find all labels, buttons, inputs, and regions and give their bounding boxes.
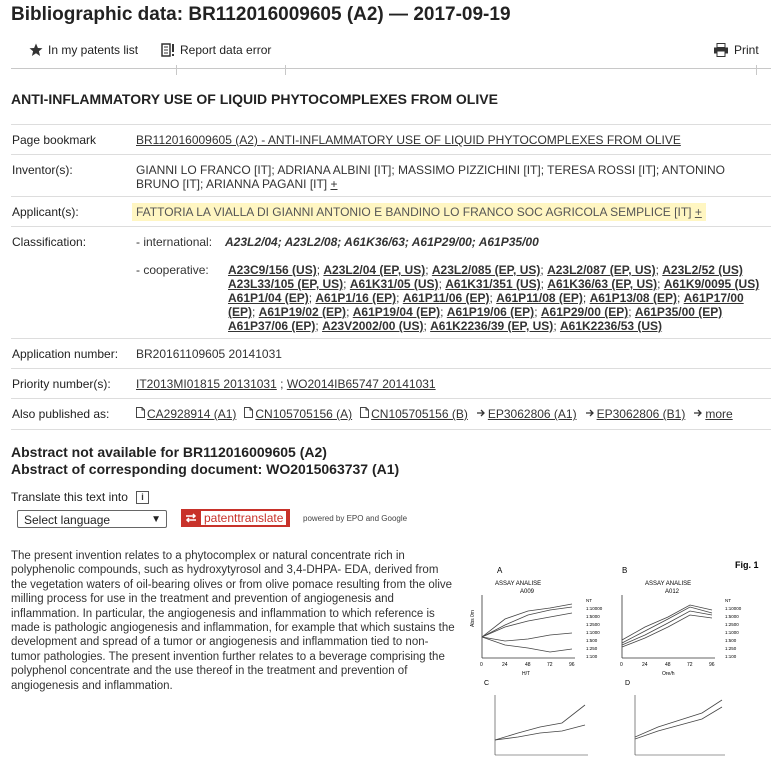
classification-code-link[interactable]: A61P19/04 (EP) — [352, 305, 441, 319]
classification-code-link[interactable]: A61P11/06 (EP) — [402, 291, 490, 305]
x-tick: 24 — [502, 662, 508, 668]
legend-entry: 1:2500 — [725, 622, 739, 627]
legend-entry: 1:1000 — [725, 630, 739, 635]
arrow-right-icon — [693, 407, 703, 421]
logo-text: patenttranslate — [201, 511, 286, 525]
cooperative-codes — [228, 263, 759, 333]
arrow-right-icon — [585, 407, 595, 421]
classification-code-link[interactable]: A23L2/04 (EP, US) — [323, 263, 426, 277]
x-tick: 48 — [525, 662, 531, 668]
cooperative-line: A23L33/105 (EP, US); A61K31/05 (US); A61K31/351 (US); A61K36/63 (EP, US); A61K9/0095 (US) — [228, 277, 760, 291]
panel-a-legend — [586, 598, 603, 659]
application-number-value: BR20161109605 20141031 — [136, 347, 282, 361]
legend-entry: 1:10000 — [586, 606, 603, 611]
also-published-list — [136, 407, 741, 421]
divider — [176, 65, 177, 75]
x-tick: 24 — [642, 662, 648, 668]
panel-b-legend — [725, 598, 742, 659]
abstract-corresponding: Abstract of corresponding document: WO2015063737 (A1) — [11, 461, 400, 477]
legend-entry: NT — [725, 598, 731, 603]
report-error-button[interactable] — [161, 43, 271, 57]
classification-code-link[interactable]: A61K2236/39 (EP, US) — [430, 319, 554, 333]
published-item[interactable] — [136, 407, 236, 421]
abstract-text: The present invention relates to a phytocomplex or natural concentrate rich in polyphenolic compounds, such as hydroxytyrosol and 3,4-DHPA- EDA, derived from the vegetation waters of oil-bearing olives or from olive pomace resulting from the olive milling process for use in the treatment and prevention of angiogenesis and inflammation. In particular, the angiogenesis and inflammation to which reference is made is pathologic angiogenesis and inflammation, for example that which sustains the development and spread of a tumor or angiogenesis and inflammation tied to non-tumor pathologies. The present invention further relates to a beverage comprising the polyphenol concentrate and the use thereof in the treatment and prevention of angiogenesis and inflammation. — [11, 550, 455, 692]
inventors-row — [11, 154, 771, 197]
more-link[interactable]: more — [705, 407, 733, 421]
classification-code-link[interactable]: A61P35/00 (EP) — [634, 305, 723, 319]
cooperative-line: A61P37/06 (EP); A23V2002/00 (US); A61K2236/39 (EP, US); A61K2236/53 (US) — [228, 319, 663, 333]
classification-code-link[interactable]: A23L2/087 (EP, US) — [547, 263, 656, 277]
legend-entry: 1:2500 — [586, 622, 600, 627]
applicants-label: Applicant(s): — [12, 205, 79, 219]
divider — [285, 65, 286, 75]
classification-code-link[interactable]: A61P17/00 — [683, 291, 744, 305]
inventors-more-link[interactable]: + — [330, 177, 338, 191]
divider — [756, 65, 757, 75]
applicants-highlight — [132, 203, 706, 221]
published-link[interactable]: CN105705156 (B) — [371, 407, 468, 421]
panel-d-series — [635, 707, 722, 739]
also-published-label: Also published as: — [12, 407, 110, 421]
published-link[interactable]: CN105705156 (A) — [255, 407, 353, 421]
published-link[interactable]: EP3062806 (A1) — [487, 407, 577, 421]
priority-row — [11, 368, 771, 399]
report-icon — [161, 43, 175, 57]
legend-entry: 1:250 — [725, 646, 737, 651]
document-icon — [244, 407, 253, 421]
print-button[interactable] — [713, 43, 759, 57]
print-label: Print — [734, 43, 759, 57]
classification-row — [11, 226, 771, 339]
classification-code-link[interactable]: A61K36/63 (EP, US) — [547, 277, 658, 291]
published-link[interactable]: EP3062806 (B1) — [596, 407, 686, 421]
cooperative-line: A61P1/04 (EP); A61P1/16 (EP); A61P11/06 (EP); A61P11/08 (EP); A61P13/08 (EP); A61P17/00 — [228, 291, 744, 305]
published-item[interactable] — [585, 407, 686, 421]
printer-icon — [713, 43, 729, 57]
document-icon — [360, 407, 369, 421]
classification-code-link[interactable]: A61K9/0095 (US) — [663, 277, 760, 291]
document-icon — [136, 407, 145, 421]
x-tick: 96 — [709, 662, 715, 668]
panel-a-xlabel: H/T — [522, 671, 531, 677]
x-tick: 0 — [480, 662, 483, 668]
priority-label: Priority number(s): — [12, 377, 111, 391]
classification-code-link[interactable]: (EP) — [228, 305, 252, 319]
classification-code-link[interactable]: A61P19/06 (EP) — [446, 305, 535, 319]
legend-entry: 1:500 — [586, 638, 598, 643]
panel-d-series — [635, 700, 722, 737]
classification-code-link[interactable]: A61K31/351 (US) — [445, 277, 541, 291]
powered-by: powered by EPO and Google — [303, 514, 408, 523]
swap-arrows-icon — [185, 513, 197, 523]
abstract-not-available: Abstract not available for BR112016009605 (A2) — [11, 444, 327, 460]
panel-b-assay: ASSAY ANALISE — [645, 581, 692, 587]
application-number-row — [11, 338, 771, 369]
abstract-figure — [470, 555, 770, 760]
legend-entry: NT — [586, 598, 592, 603]
cooperative-label: - cooperative: — [136, 263, 209, 277]
international-label: - international: — [136, 235, 213, 249]
language-select-value: Select language — [24, 513, 111, 527]
panel-a-assay-sub: A009 — [520, 589, 535, 595]
published-item[interactable] — [360, 407, 468, 421]
my-patents-label: In my patents list — [48, 43, 139, 57]
x-tick: 96 — [569, 662, 575, 668]
inventors-label: Inventor(s): — [12, 163, 73, 177]
classification-code-link[interactable]: A61P29/00 (EP) — [540, 305, 629, 319]
legend-entry: 1:100 — [725, 654, 737, 659]
classification-code-link[interactable]: A23L2/085 (EP, US) — [431, 263, 541, 277]
classification-code-link[interactable]: A61P1/04 (EP) — [228, 291, 309, 305]
chevron-down-icon: ▼ — [151, 514, 161, 525]
priority-link-2[interactable]: WO2014IB65747 20141031 — [286, 377, 436, 391]
panel-b-assay-sub: A012 — [665, 589, 680, 595]
x-tick: 72 — [687, 662, 693, 668]
priority-separator: ; — [276, 377, 287, 391]
classification-code-link[interactable]: A61P13/08 (EP) — [589, 291, 677, 305]
legend-entry: 1:100 — [586, 654, 598, 659]
classification-code-link[interactable]: A61P1/16 (EP) — [315, 291, 397, 305]
inventors-line-2: BRUNO [IT]; ARIANNA PAGANI [IT] — [136, 177, 331, 191]
panel-a-assay: ASSAY ANALISE — [495, 581, 542, 587]
inventors-line-1: GIANNI LO FRANCO [IT]; ADRIANA ALBINI [IT]; MASSIMO PIZZICHINI [IT]; TERESA ROSSI [IT]; ANTONINO — [136, 163, 725, 177]
legend-entry: 1:10000 — [725, 606, 742, 611]
page-bookmark-link[interactable]: BR112016009605 (A2) - ANTI-INFLAMMATORY USE OF LIQUID PHYTOCOMPLEXES FROM OLIVE — [136, 133, 681, 147]
x-tick: 0 — [620, 662, 623, 668]
classification-code-link[interactable]: A61P19/02 (EP) — [258, 305, 347, 319]
also-published-row — [11, 398, 771, 430]
page-title: Bibliographic data: BR112016009605 (A2) — 2017-09-19 — [11, 4, 511, 25]
translate-prompt — [11, 490, 149, 504]
classification-code-link[interactable]: A23L33/105 (EP, US) — [228, 277, 344, 291]
published-item[interactable] — [244, 407, 352, 421]
panel-a-series — [482, 633, 572, 641]
classification-code-link[interactable]: A23L2/52 (US) — [662, 263, 743, 277]
classification-code-link[interactable]: A23V2002/00 (US) — [322, 319, 424, 333]
document-title: ANTI-INFLAMMATORY USE OF LIQUID PHYTOCOMPLEXES FROM OLIVE — [11, 91, 498, 107]
language-select[interactable] — [17, 510, 167, 528]
panel-a-ylabel: Abs 0m — [470, 610, 476, 627]
published-link[interactable]: CA2928914 (A1) — [147, 407, 237, 421]
application-number-label: Application number: — [12, 347, 119, 361]
x-tick: 48 — [665, 662, 671, 668]
classification-code-link[interactable]: A61K31/05 (US) — [349, 277, 439, 291]
arrow-right-icon — [476, 407, 486, 421]
panel-b-label: B — [622, 566, 628, 575]
panel-c-label: C — [484, 680, 490, 687]
translate-label: Translate this text into — [11, 490, 128, 504]
classification-code-link[interactable]: A61P11/08 (EP) — [496, 291, 583, 305]
my-patents-button[interactable] — [29, 43, 138, 57]
published-item[interactable] — [476, 407, 577, 421]
applicants-row — [11, 196, 771, 227]
panel-b-xlabel: Ore/h — [662, 671, 675, 677]
legend-entry: 1:1000 — [586, 630, 600, 635]
applicants-more-link[interactable]: + — [694, 205, 702, 219]
cooperative-line: A23C9/156 (US); A23L2/04 (EP, US); A23L2/085 (EP, US); A23L2/087 (EP, US); A23L2/52 (US) — [228, 263, 743, 277]
applicants-value: FATTORIA LA VIALLA DI GIANNI ANTONIO E BANDINO LO FRANCO SOC AGRICOLA SEMPLICE [IT] — [136, 205, 695, 219]
legend-entry: 1:250 — [586, 646, 598, 651]
more-published-button[interactable] — [693, 407, 732, 421]
cooperative-line: (EP); A61P19/02 (EP); A61P19/04 (EP); A61P19/06 (EP); A61P29/00 (EP); A61P35/00 (EP) — [228, 305, 723, 319]
legend-entry: 1:5000 — [725, 614, 739, 619]
patenttranslate-logo[interactable] — [181, 509, 290, 527]
classification-code-link[interactable]: A23C9/156 (US) — [228, 263, 317, 277]
page-bookmark-label: Page bookmark — [12, 133, 97, 147]
report-error-label: Report data error — [180, 43, 272, 57]
international-codes: A23L2/04; A23L2/08; A61K36/63; A61P29/00; A61P35/00 — [225, 235, 539, 249]
panel-c-series — [495, 705, 585, 740]
panel-b-series — [622, 605, 712, 640]
legend-entry: 1:500 — [725, 638, 737, 643]
priority-link-1[interactable]: IT2013MI01815 20131031 — [136, 377, 277, 391]
page-bookmark-row — [11, 124, 771, 155]
toolbar — [11, 32, 771, 69]
legend-entry: 1:5000 — [586, 614, 600, 619]
classification-label: Classification: — [12, 235, 87, 249]
panel-d-label: D — [625, 680, 631, 687]
panel-a-label: A — [497, 566, 503, 575]
info-icon[interactable]: i — [136, 491, 149, 504]
star-icon — [29, 43, 43, 57]
classification-code-link[interactable]: A61K2236/53 (US) — [559, 319, 663, 333]
classification-code-link[interactable]: A61P37/06 (EP) — [228, 319, 316, 333]
figure-label: Fig. 1 — [735, 560, 759, 570]
panel-a-series — [482, 613, 572, 637]
x-tick: 72 — [547, 662, 553, 668]
